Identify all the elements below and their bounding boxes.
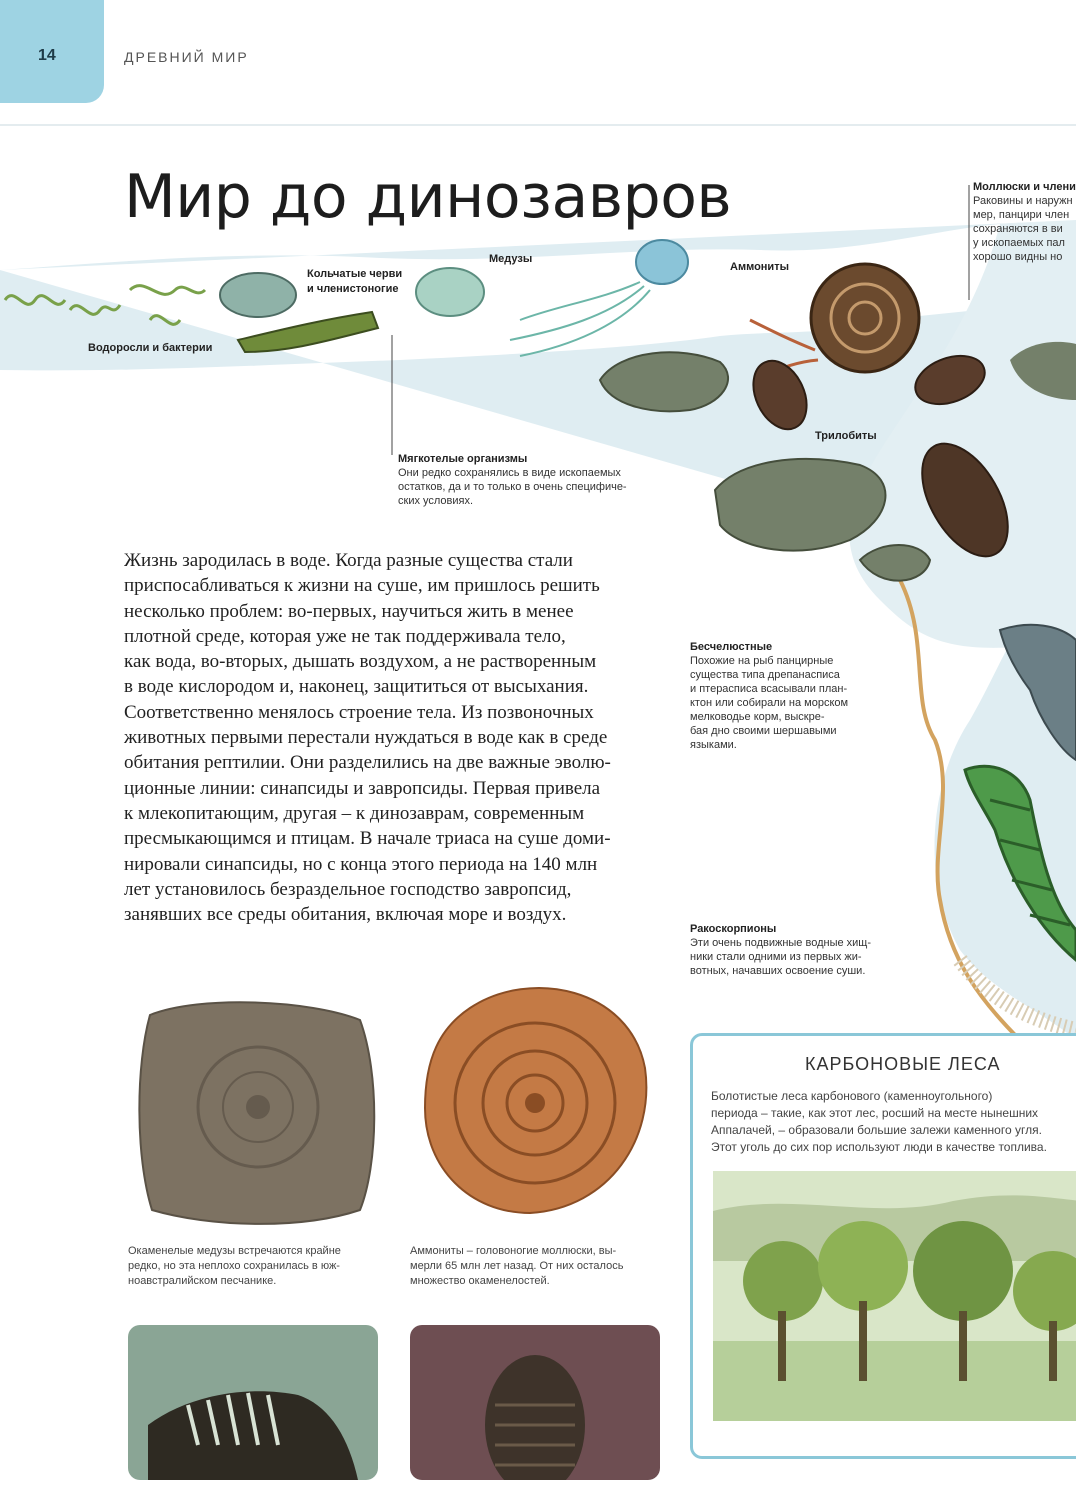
caption-line: ских условиях. xyxy=(398,495,474,507)
body-text xyxy=(124,548,684,927)
caption-title: Бесчелюстные xyxy=(690,641,773,653)
body-line: занявших все среды обитания, включая море и воздух. xyxy=(124,904,567,926)
carboniferous-text xyxy=(711,1088,1076,1156)
caption-line: Эти очень подвижные водные хищ- xyxy=(690,937,872,949)
body-line: пресмыкающимся и птицам. В начале триаса на суше доми- xyxy=(124,828,611,850)
page-number: 14 xyxy=(38,47,56,64)
caption-line: языками. xyxy=(690,739,737,751)
caption-sea-scorpions xyxy=(690,922,920,978)
body-line: обитания рептилии. Они разделились на две важные эволю- xyxy=(124,752,611,774)
body-line: Жизнь зародилась в воде. Когда разные существа стали xyxy=(124,550,573,571)
caption-line: существа типа дрепанасписа xyxy=(690,669,840,681)
caption-line: редко, но эта неплохо сохранилась в юж- xyxy=(128,1260,340,1272)
label-worms-1: Кольчатые черви xyxy=(307,268,403,280)
trilobite-fossil-photo xyxy=(410,1325,660,1480)
caption-line: мелководье корм, выскре- xyxy=(690,711,825,723)
caption-line: ктон или собирали на морском xyxy=(690,697,849,709)
body-line: лет установилось безраздельное господство завропсид, xyxy=(124,878,572,900)
caption-line: мер, панцири член xyxy=(973,209,1070,221)
caption-ammonite-photo xyxy=(410,1244,670,1289)
caption-line: мерли 65 млн лет назад. От них осталось xyxy=(410,1260,624,1272)
section-label: ДРЕВНИЙ МИР xyxy=(124,49,249,65)
caption-line: остатков, да и то только в очень специфиче- xyxy=(398,481,627,493)
ammonite-fossil-photo xyxy=(410,968,660,1223)
caption-title: Моллюски и члени xyxy=(973,181,1076,193)
jellyfish-fossil-photo xyxy=(130,995,380,1230)
carboniferous-line: Аппалачей, – образовали большие залежи каменного угля. xyxy=(711,1123,1042,1137)
body-line: ционные линии: синапсиды и завропсиды. Первая привела xyxy=(124,777,601,799)
carboniferous-line: периода – такие, как этот лес, росший на месте нынешних xyxy=(711,1106,1039,1120)
caption-line: хорошо видны но xyxy=(973,251,1063,263)
caption-line: Окаменелые медузы встречаются крайне xyxy=(128,1245,341,1257)
label-worms-2: и членистоногие xyxy=(307,283,399,295)
caption-line: Похожие на рыб панцирные xyxy=(690,655,834,667)
caption-line: ноавстралийском песчанике. xyxy=(128,1275,277,1287)
caption-line: Они редко сохранялись в виде ископаемых xyxy=(398,467,621,479)
carboniferous-line: Болотистые леса карбонового (каменноугольного) xyxy=(711,1089,993,1103)
forest-illustration xyxy=(713,1171,1076,1421)
body-line: плотной среде, которая уже не так поддерживала тело, xyxy=(124,625,566,647)
body-line: нировали синапсиды, но с конца этого периода на 140 млн xyxy=(124,853,598,875)
caption-jawless xyxy=(690,640,890,752)
caption-title: Ракоскорпионы xyxy=(690,923,777,935)
caption-line: вотных, начавших освоение суши. xyxy=(690,965,866,977)
label-algae: Водоросли и бактерии xyxy=(88,342,213,354)
body-line: к млекопитающим, другая – к динозаврам, современным xyxy=(124,802,585,824)
caption-molluscs xyxy=(973,180,1076,264)
caption-line: у ископаемых пал xyxy=(973,237,1065,249)
carboniferous-title: КАРБОНОВЫЕ ЛЕСА xyxy=(805,1054,1001,1074)
caption-jellyfish-photo xyxy=(128,1244,388,1289)
body-line: несколько проблем: во-первых, научиться жить в менее xyxy=(124,600,574,622)
caption-line: Раковины и наружн xyxy=(973,195,1073,207)
body-line: в воде кислородом и, наконец, защититься от высыхания. xyxy=(124,676,589,698)
body-line: приспосабливаться к жизни на суше, им пришлось решить xyxy=(124,575,600,597)
caption-line: множество окаменелостей. xyxy=(410,1275,550,1287)
caption-line: и птераспиcа всасывали план- xyxy=(690,683,848,695)
label-ammonites: Аммониты xyxy=(730,261,789,273)
carboniferous-line: Этот уголь до сих пор используют люди в качестве топлива. xyxy=(711,1140,1047,1154)
caption-line: Аммониты – головоногие моллюски, вы- xyxy=(410,1245,617,1257)
caption-line: ники стали одними из первых жи- xyxy=(690,951,862,963)
carboniferous-box xyxy=(690,1033,1076,1459)
body-line: Соответственно менялось строение тела. Из позвоночных xyxy=(124,701,594,723)
caption-line: сохраняются в ви xyxy=(973,223,1063,235)
caption-title: Мягкотелые организмы xyxy=(398,453,528,465)
body-line: животных первыми перестали нуждаться в воде как в среде xyxy=(124,727,608,749)
label-jellyfish: Медузы xyxy=(489,253,533,265)
reptile-fossil-photo xyxy=(128,1325,378,1480)
page-title: Мир до динозавров xyxy=(124,162,732,232)
label-trilobites: Трилобиты xyxy=(815,430,877,442)
body-line: как вода, во-вторых, дышать воздухом, а не растворенным xyxy=(124,651,597,673)
caption-soft-bodied xyxy=(398,452,678,508)
caption-line: бая дно своими шершавыми xyxy=(690,725,837,737)
